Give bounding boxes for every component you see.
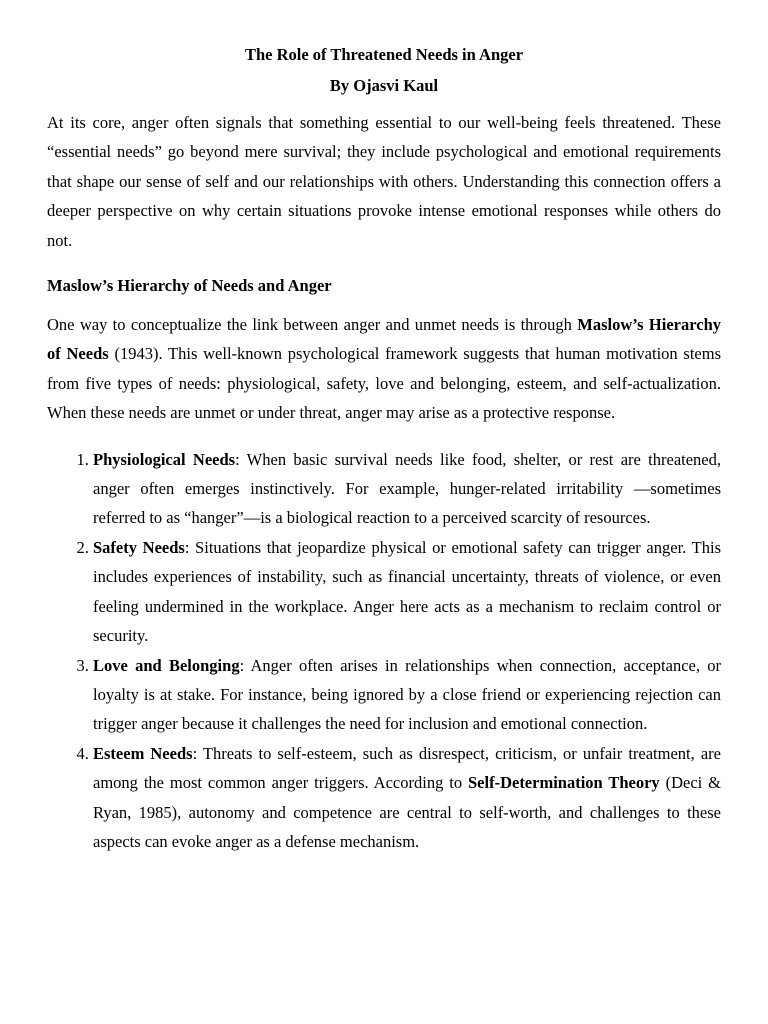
list-item-love-belonging	[93, 651, 721, 739]
list-item-text: : Anger often arises in relationships when connection, acceptance, or loyalty is at stake. For instance, being ignored by a close friend or experiencing rejection can trigger anger because it challenges the need for inclusion and emotional connection.	[93, 655, 721, 734]
intro-paragraph: At its core, anger often signals that something essential to our well-being feels threatened. These “essential needs” go beyond mere survival; they include psychological and emotional requirements that shape our sense of self and our relationships with others. Understanding this connection offers a deeper perspective on why certain situations provoke intense emotional responses while others do not.	[47, 113, 721, 250]
list-item-text: : Threats to self-esteem, such as disrespect, criticism, or unfair treatment, are among the most common anger triggers. According to	[93, 743, 721, 793]
list-item-safety	[93, 533, 721, 651]
list-item-term: Safety Needs	[93, 537, 185, 557]
list-item-text: : Situations that jeopardize physical or emotional safety can trigger anger. This includes experiences of instability, such as financial uncertainty, threats of violence, or even feeling undermined in the workplace. Anger here acts as a mechanism to reclaim control or security.	[93, 537, 721, 646]
list-item-text: : When basic survival needs like food, shelter, or rest are threatened, anger often emerges instinctively. For example, hunger-related irritability —sometimes referred to as “hanger”—is a biological reaction to a perceived scarcity of resources.	[93, 449, 721, 528]
section-paragraph	[47, 310, 721, 428]
list-item-text-continued: (Deci & Ryan, 1985), autonomy and competence are central to self-worth, and challenges to these aspects can evoke anger as a defense mechanism.	[93, 773, 721, 851]
list-item-term: Physiological Needs	[93, 449, 236, 469]
section-text-before: One way to conceptualize the link between anger and unmet needs is through	[47, 315, 578, 335]
needs-list	[47, 445, 721, 857]
list-item-physiological	[93, 445, 721, 533]
document-title: The Role of Threatened Needs in Anger	[244, 45, 524, 64]
list-item-esteem	[93, 739, 721, 857]
section-bold-term: Maslow’s Hierarchy of Needs	[47, 315, 721, 364]
list-item-term: Love and Belonging	[93, 655, 240, 675]
section-text-after: (1943). This well-known psychological framework suggests that human motivation stems from five types of needs: physiological, safety, love and belonging, esteem, and self-actualization. When these needs are unmet or under threat, anger may arise as a protective response.	[47, 344, 722, 423]
document-author: By Ojasvi Kaul	[329, 76, 439, 95]
section-heading: Maslow’s Hierarchy of Needs and Anger	[47, 276, 332, 296]
list-item-bold-reference: Self-Determination Theory	[468, 773, 660, 793]
list-item-term: Esteem Needs	[93, 743, 193, 763]
